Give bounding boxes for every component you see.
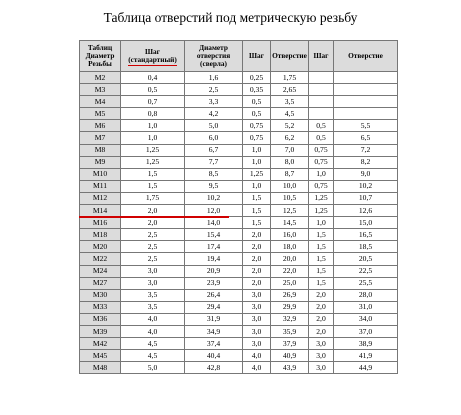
header-size-line2: Резьбы (88, 59, 112, 68)
cell-drill: 1,6 (185, 72, 243, 84)
cell-hole2: 10,0 (271, 180, 309, 192)
header-size-line1: Диаметр (85, 51, 115, 60)
cell-drill: 40,4 (185, 350, 243, 362)
table-body (80, 72, 398, 374)
cell-pitch2: 1,0 (243, 180, 271, 192)
cell-size: M39 (80, 325, 121, 337)
cell-pitch: 0,7 (121, 96, 185, 108)
cell-drill: 3,3 (185, 96, 243, 108)
cell-hole3: 22,5 (334, 265, 398, 277)
table-row (80, 301, 398, 313)
table-row (80, 253, 398, 265)
cell-pitch2: 2,0 (243, 241, 271, 253)
cell-pitch2: 3,0 (243, 289, 271, 301)
cell-pitch2: 1,0 (243, 156, 271, 168)
cell-pitch: 4,0 (121, 313, 185, 325)
header-thread-size (80, 41, 121, 72)
cell-hole2: 16,0 (271, 229, 309, 241)
cell-pitch2: 3,0 (243, 338, 271, 350)
table-row (80, 192, 398, 204)
cell-drill: 8,5 (185, 168, 243, 180)
thread-hole-table (79, 40, 398, 374)
cell-pitch3: 0,75 (309, 144, 334, 156)
cell-pitch2: 0,5 (243, 108, 271, 120)
cell-hole2: 18,0 (271, 241, 309, 253)
cell-size: M20 (80, 241, 121, 253)
table-row (80, 217, 398, 229)
cell-hole3: 10,2 (334, 180, 398, 192)
cell-pitch3: 3,0 (309, 338, 334, 350)
cell-size: M18 (80, 229, 121, 241)
cell-hole2: 14,5 (271, 217, 309, 229)
cell-size: M30 (80, 289, 121, 301)
cell-pitch3: 0,5 (309, 120, 334, 132)
cell-pitch: 1,5 (121, 168, 185, 180)
cell-pitch2: 0,5 (243, 96, 271, 108)
table-row (80, 96, 398, 108)
cell-pitch: 3,5 (121, 301, 185, 313)
cell-hole2: 25,0 (271, 277, 309, 289)
cell-pitch: 1,5 (121, 180, 185, 192)
cell-size: M22 (80, 253, 121, 265)
cell-size: M12 (80, 192, 121, 204)
cell-drill: 2,5 (185, 84, 243, 96)
cell-pitch2: 0,25 (243, 72, 271, 84)
cell-hole2: 22,0 (271, 265, 309, 277)
cell-pitch3: 1,25 (309, 205, 334, 217)
cell-pitch: 2,5 (121, 229, 185, 241)
header-drill-line2: отверстия (196, 51, 231, 60)
cell-pitch: 4,5 (121, 338, 185, 350)
cell-pitch3: 1,5 (309, 241, 334, 253)
cell-drill: 4,2 (185, 108, 243, 120)
header-fine-hole-2: Отверстие (334, 41, 398, 72)
cell-drill: 15,4 (185, 229, 243, 241)
table-row (80, 289, 398, 301)
cell-hole2: 6,2 (271, 132, 309, 144)
cell-hole3 (334, 84, 398, 96)
table-row (80, 325, 398, 337)
cell-hole3: 8,2 (334, 156, 398, 168)
cell-pitch: 2,5 (121, 253, 185, 265)
cell-pitch3: 0,75 (309, 180, 334, 192)
cell-size: M3 (80, 84, 121, 96)
cell-hole2: 12,5 (271, 205, 309, 217)
cell-pitch2: 0,75 (243, 132, 271, 144)
cell-drill: 20,9 (185, 265, 243, 277)
cell-pitch: 0,4 (121, 72, 185, 84)
table-row (80, 313, 398, 325)
table-row (80, 277, 398, 289)
cell-pitch2: 4,0 (243, 350, 271, 362)
cell-drill: 19,4 (185, 253, 243, 265)
table-row (80, 265, 398, 277)
cell-pitch3 (309, 108, 334, 120)
table-row (80, 350, 398, 362)
header-pitch-line2: (стандартный) (128, 55, 177, 64)
cell-hole3: 15,0 (334, 217, 398, 229)
cell-hole2: 1,75 (271, 72, 309, 84)
table-row (80, 120, 398, 132)
header-fine-hole-1: Отверстие (271, 41, 309, 72)
cell-drill: 26,4 (185, 289, 243, 301)
cell-pitch2: 1,5 (243, 192, 271, 204)
cell-size: M10 (80, 168, 121, 180)
cell-hole2: 7,0 (271, 144, 309, 156)
cell-size: M24 (80, 265, 121, 277)
header-drill-line1: Диаметр (199, 43, 228, 52)
cell-pitch: 3,0 (121, 265, 185, 277)
cell-drill: 29,4 (185, 301, 243, 313)
cell-hole3: 28,0 (334, 289, 398, 301)
cell-pitch3: 2,0 (309, 301, 334, 313)
table-row (80, 72, 398, 84)
cell-pitch: 4,5 (121, 350, 185, 362)
cell-pitch: 2,5 (121, 241, 185, 253)
cell-hole2: 35,9 (271, 325, 309, 337)
header-drill-diameter (185, 41, 243, 72)
cell-hole3: 38,9 (334, 338, 398, 350)
cell-pitch2: 1,5 (243, 217, 271, 229)
table-row (80, 338, 398, 350)
cell-pitch3: 2,0 (309, 313, 334, 325)
cell-pitch: 0,5 (121, 84, 185, 96)
cell-drill: 37,4 (185, 338, 243, 350)
cell-pitch: 4,0 (121, 325, 185, 337)
cell-pitch: 3,5 (121, 289, 185, 301)
cell-pitch3: 3,0 (309, 350, 334, 362)
cell-pitch2: 1,25 (243, 168, 271, 180)
cell-pitch3 (309, 72, 334, 84)
cell-drill: 6,0 (185, 132, 243, 144)
cell-pitch3: 0,5 (309, 132, 334, 144)
header-fine-pitch-2: Шаг (309, 41, 334, 72)
cell-pitch3: 1,0 (309, 217, 334, 229)
cell-drill: 14,0 (185, 217, 243, 229)
cell-size: M14 (80, 205, 121, 217)
cell-hole2: 8,0 (271, 156, 309, 168)
cell-pitch: 1,75 (121, 192, 185, 204)
cell-pitch: 2,0 (121, 205, 185, 217)
cell-size: M8 (80, 144, 121, 156)
cell-pitch3: 3,0 (309, 362, 334, 374)
cell-hole2: 43,9 (271, 362, 309, 374)
table-row (80, 156, 398, 168)
cell-hole3: 5,5 (334, 120, 398, 132)
cell-drill: 31,9 (185, 313, 243, 325)
cell-drill: 23,9 (185, 277, 243, 289)
table-header-row (80, 41, 398, 72)
cell-drill: 5,0 (185, 120, 243, 132)
header-standard-pitch (121, 41, 185, 72)
document-title: Таблица отверстий под метрическую резьбу (103, 10, 358, 25)
header-fine-pitch-1: Шаг (243, 41, 271, 72)
cell-hole3: 12,6 (334, 205, 398, 217)
cell-drill: 9,5 (185, 180, 243, 192)
cell-size: M42 (80, 338, 121, 350)
cell-pitch3 (309, 84, 334, 96)
cell-hole2: 40,9 (271, 350, 309, 362)
table-row (80, 108, 398, 120)
cell-pitch: 1,25 (121, 144, 185, 156)
cell-drill: 42,8 (185, 362, 243, 374)
cell-hole2: 29,9 (271, 301, 309, 313)
cell-pitch3: 2,0 (309, 325, 334, 337)
cell-pitch2: 2,0 (243, 265, 271, 277)
cell-hole2: 5,2 (271, 120, 309, 132)
cell-pitch: 1,0 (121, 132, 185, 144)
table-row (80, 168, 398, 180)
cell-hole2: 4,5 (271, 108, 309, 120)
cell-hole3: 9,0 (334, 168, 398, 180)
cell-hole3: 10,7 (334, 192, 398, 204)
cell-size: M27 (80, 277, 121, 289)
table-row (80, 84, 398, 96)
table-row (80, 144, 398, 156)
cell-hole3: 41,9 (334, 350, 398, 362)
cell-hole3: 44,9 (334, 362, 398, 374)
cell-pitch3: 1,5 (309, 253, 334, 265)
cell-pitch3: 1,5 (309, 229, 334, 241)
cell-pitch2: 3,0 (243, 301, 271, 313)
cell-hole3: 37,0 (334, 325, 398, 337)
cell-hole3: 18,5 (334, 241, 398, 253)
cell-pitch2: 1,0 (243, 144, 271, 156)
cell-hole3: 25,5 (334, 277, 398, 289)
cell-hole3 (334, 96, 398, 108)
cell-hole3: 31,0 (334, 301, 398, 313)
header-drill-line3: (сверла) (200, 59, 227, 68)
header-size-line0: Таблиц (87, 43, 113, 52)
cell-size: M4 (80, 96, 121, 108)
cell-hole2: 20,0 (271, 253, 309, 265)
cell-size: M33 (80, 301, 121, 313)
cell-size: M45 (80, 350, 121, 362)
cell-hole2: 3,5 (271, 96, 309, 108)
cell-pitch3: 1,5 (309, 265, 334, 277)
cell-hole2: 37,9 (271, 338, 309, 350)
cell-pitch2: 4,0 (243, 362, 271, 374)
cell-hole3 (334, 108, 398, 120)
cell-pitch3: 1,5 (309, 277, 334, 289)
cell-hole2: 26,9 (271, 289, 309, 301)
cell-pitch: 1,25 (121, 156, 185, 168)
table-row (80, 132, 398, 144)
cell-pitch2: 3,0 (243, 325, 271, 337)
cell-drill: 6,7 (185, 144, 243, 156)
cell-size: M36 (80, 313, 121, 325)
table-row (80, 362, 398, 374)
cell-hole3 (334, 72, 398, 84)
table-row (80, 241, 398, 253)
cell-pitch2: 3,0 (243, 313, 271, 325)
cell-pitch: 3,0 (121, 277, 185, 289)
cell-pitch: 0,8 (121, 108, 185, 120)
cell-size: M5 (80, 108, 121, 120)
table-row (80, 180, 398, 192)
cell-hole3: 16,5 (334, 229, 398, 241)
cell-pitch2: 1,5 (243, 205, 271, 217)
cell-pitch: 1,0 (121, 120, 185, 132)
cell-drill: 12,0 (185, 205, 243, 217)
cell-hole3: 20,5 (334, 253, 398, 265)
cell-pitch: 2,0 (121, 217, 185, 229)
cell-hole3: 7,2 (334, 144, 398, 156)
cell-pitch3 (309, 96, 334, 108)
thread-table-wrapper (79, 40, 397, 374)
cell-drill: 10,2 (185, 192, 243, 204)
cell-drill: 34,9 (185, 325, 243, 337)
highlight-underline (79, 216, 229, 218)
cell-pitch2: 0,35 (243, 84, 271, 96)
cell-pitch2: 2,0 (243, 253, 271, 265)
cell-hole2: 8,7 (271, 168, 309, 180)
cell-size: M48 (80, 362, 121, 374)
cell-size: M11 (80, 180, 121, 192)
cell-hole2: 10,5 (271, 192, 309, 204)
cell-pitch: 5,0 (121, 362, 185, 374)
cell-pitch2: 2,0 (243, 277, 271, 289)
cell-size: M9 (80, 156, 121, 168)
cell-pitch3: 1,0 (309, 168, 334, 180)
cell-size: M7 (80, 132, 121, 144)
cell-hole2: 2,65 (271, 84, 309, 96)
cell-hole3: 6,5 (334, 132, 398, 144)
cell-size: M2 (80, 72, 121, 84)
cell-hole2: 32,9 (271, 313, 309, 325)
cell-pitch3: 1,25 (309, 192, 334, 204)
cell-hole3: 34,0 (334, 313, 398, 325)
cell-drill: 7,7 (185, 156, 243, 168)
cell-pitch3: 0,75 (309, 156, 334, 168)
table-row (80, 229, 398, 241)
cell-size: M6 (80, 120, 121, 132)
cell-pitch2: 2,0 (243, 229, 271, 241)
cell-pitch3: 2,0 (309, 289, 334, 301)
header-pitch-line1: Шаг (145, 47, 160, 56)
cell-pitch2: 0,75 (243, 120, 271, 132)
cell-drill: 17,4 (185, 241, 243, 253)
cell-size: M16 (80, 217, 121, 229)
